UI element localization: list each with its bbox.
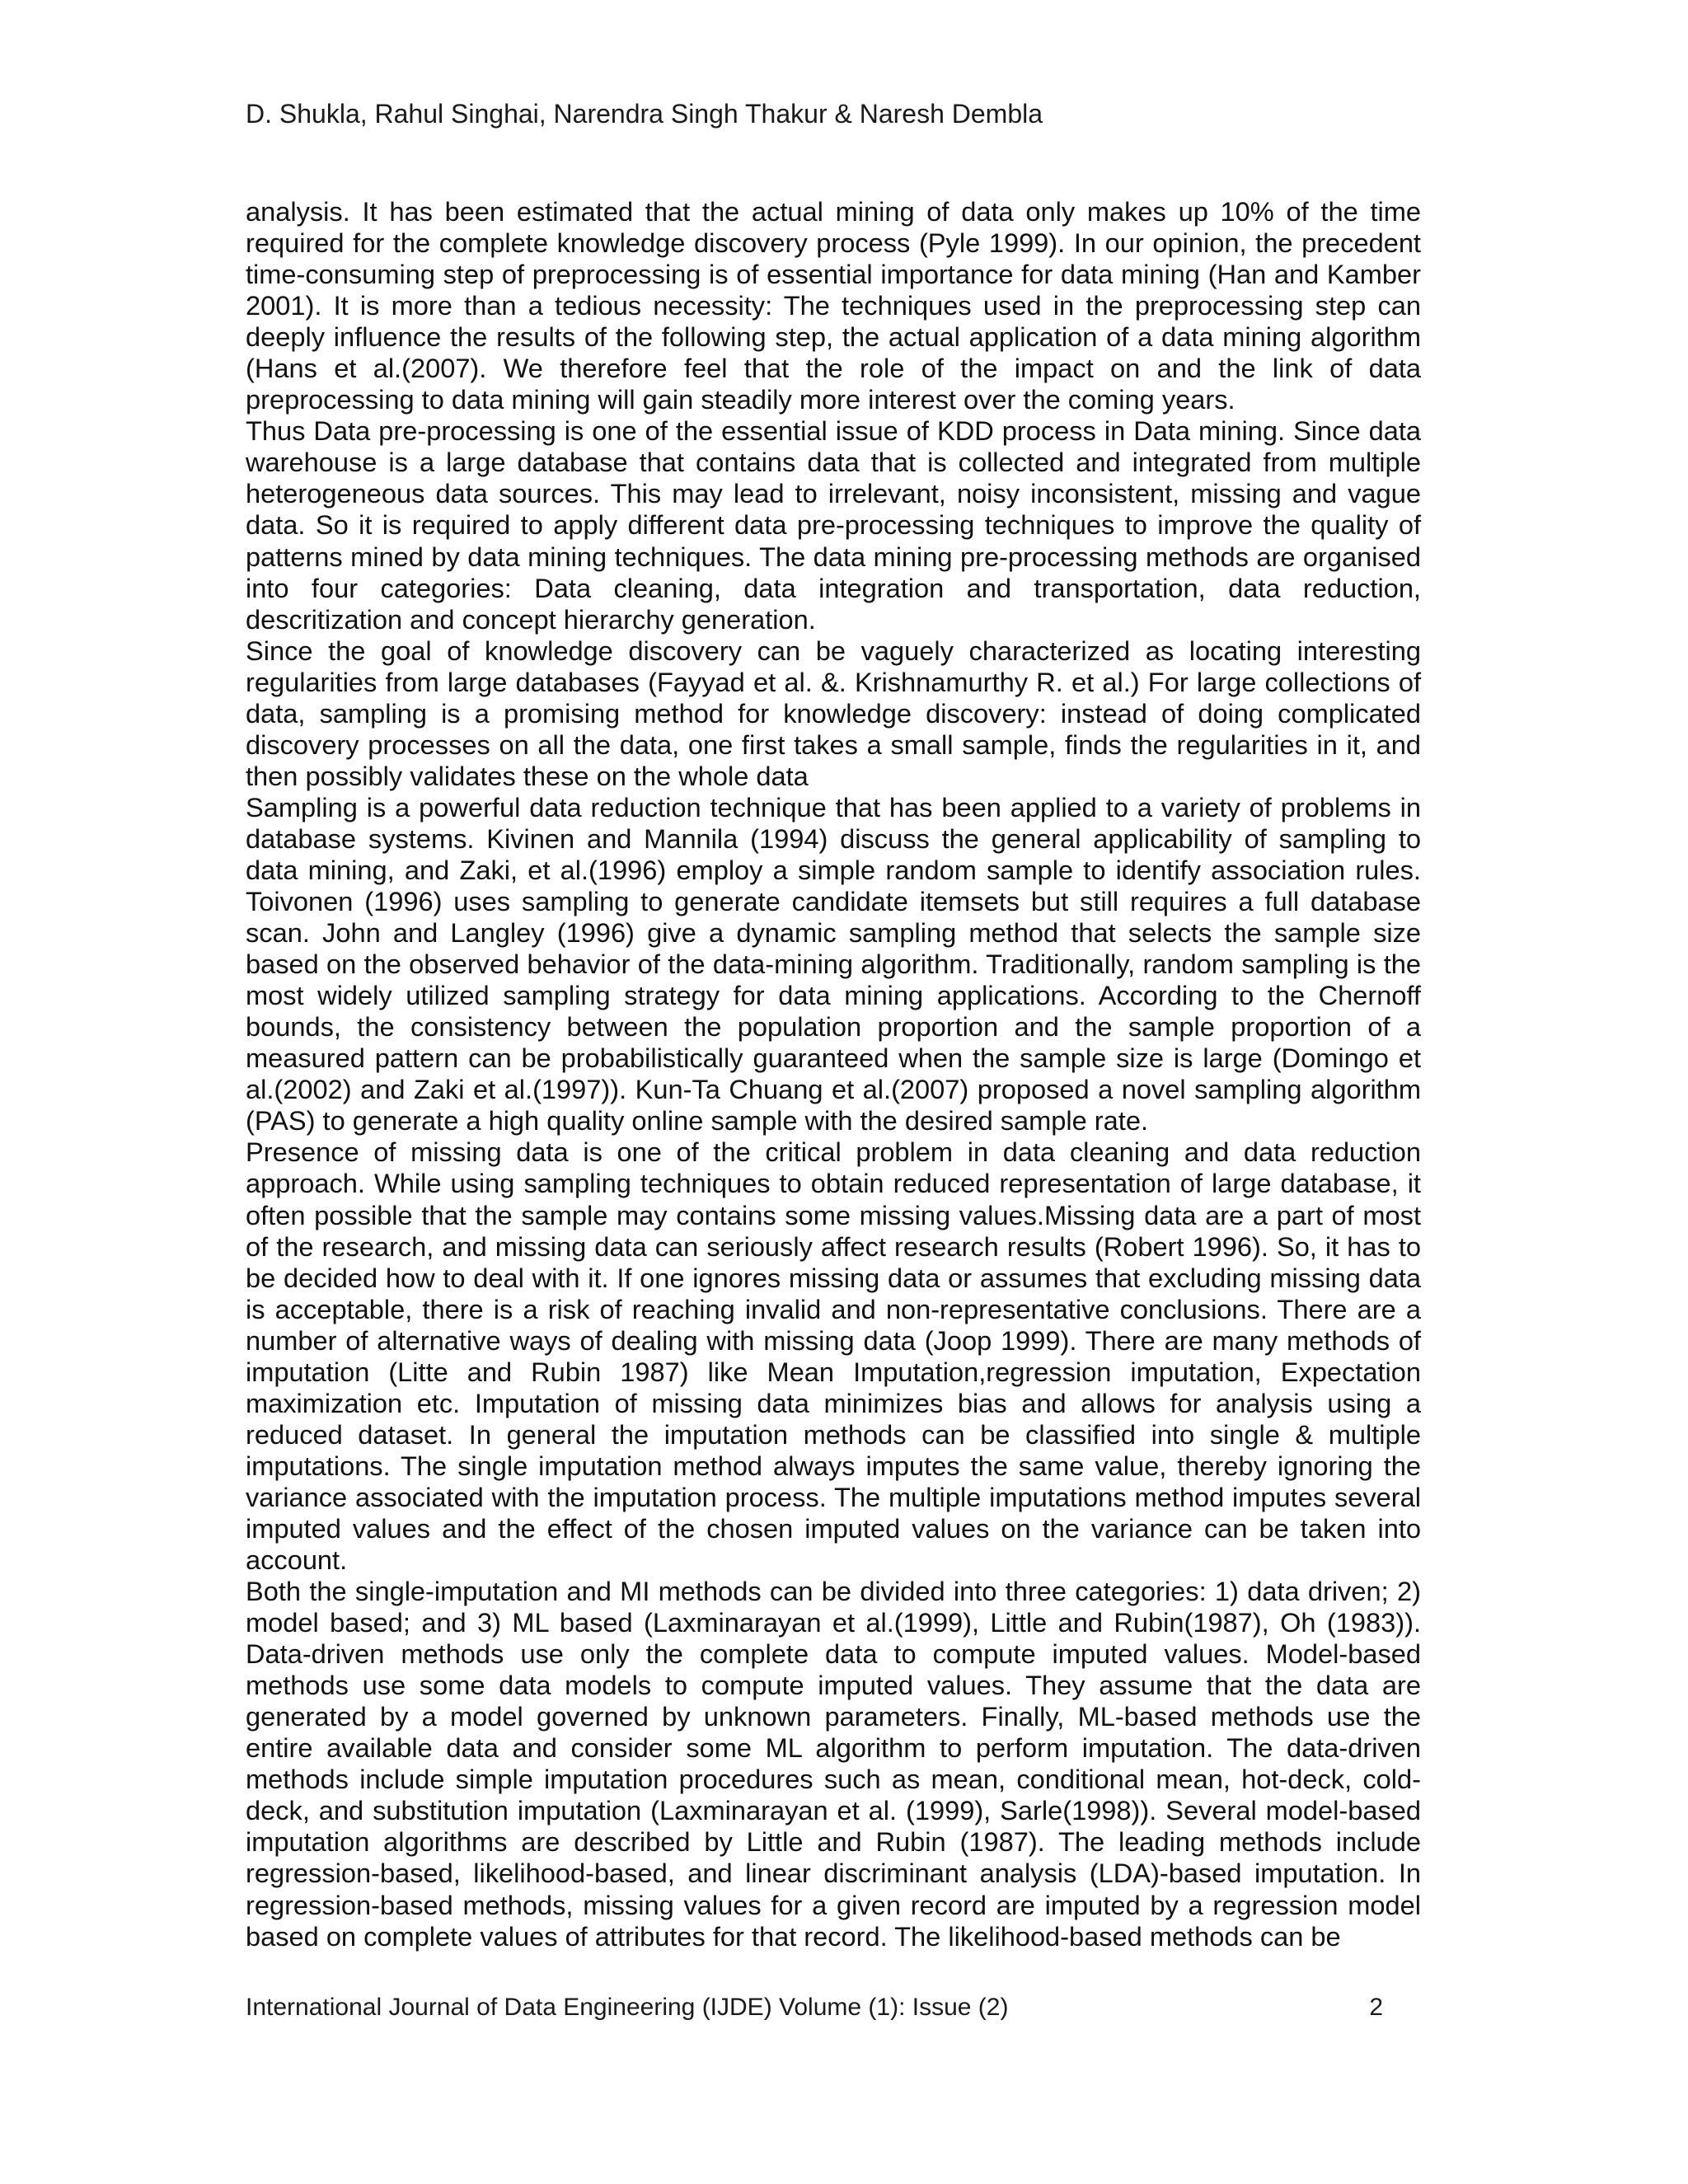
paragraph: analysis. It has been estimated that the actual mining of data only makes up 10% of the time required for the complete knowledge discovery process (Pyle 1999). In our opinion, the precedent time-consuming step of preprocessing is of essential importance for data mining (Han and Kamber 2001). It is more than a tedious necessity: The techniques used in the preprocessing step can deeply influence the results of the following step, the actual application of a data mining algorithm (Hans et al.(2007). We therefore feel that the role of the impact on and the link of data preprocessing to data mining will gain steadily more interest over the coming years. — [246, 196, 1421, 415]
paragraph: Sampling is a powerful data reduction technique that has been applied to a variety of problems in database systems. Kivinen and Mannila (1994) discuss the general applicability of sampling to data mining, and Zaki, et al.(1996) employ a simple random sample to identify association rules. Toivonen (1996) uses sampling to generate candidate itemsets but still requires a full database scan. John and Langley (1996) give a dynamic sampling method that selects the sample size based on the observed behavior of the data-mining algorithm. Traditionally, random sampling is the most widely utilized sampling strategy for data mining applications. According to the Chernoff bounds, the consistency between the population proportion and the sample proportion of a measured pattern can be probabilistically guaranteed when the sample size is large (Domingo et al.(2002) and Zaki et al.(1997)). Kun-Ta Chuang et al.(2007) proposed a novel sampling algorithm (PAS) to generate a high quality online sample with the desired sample rate. — [246, 791, 1421, 1137]
paragraph: Both the single-imputation and MI methods can be divided into three categories: 1) data driven; 2) model based; and 3) ML based (Laxminarayan et al.(1999), Little and Rubin(1987), Oh (1983)). Data-driven methods use only the complete data to compute imputed values. Model-based methods use some data models to compute imputed values. They assume that the data are generated by a model governed by unknown parameters. Finally, ML-based methods use the entire available data and consider some ML algorithm to perform imputation. The data-driven methods include simple imputation procedures such as mean, conditional mean, hot-deck, cold-deck, and substitution imputation (Laxminarayan et al. (1999), Sarle(1998)). Several model-based imputation algorithms are described by Little and Rubin (1987). The leading methods include regression-based, likelihood-based, and linear discriminant analysis (LDA)-based imputation. In regression-based methods, missing values for a given record are imputed by a regression model based on complete values of attributes for that record. The likelihood-based methods can be — [246, 1576, 1421, 1952]
paragraph: Thus Data pre-processing is one of the essential issue of KDD process in Data mining. Since data warehouse is a large database that contains data that is collected and integrated from multiple heterogeneous data sources. This may lead to irrelevant, noisy inconsistent, missing and vague data. So it is required to apply different data pre-processing techniques to improve the quality of patterns mined by data mining techniques. The data mining pre-processing methods are organised into four categories: Data cleaning, data integration and transportation, data reduction, descritization and concept hierarchy generation. — [246, 415, 1421, 635]
footer-journal-name: International Journal of Data Engineering (IJDE) Volume (1): Issue (2) — [246, 1994, 1009, 2021]
running-header-authors: D. Shukla, Rahul Singhai, Narendra Singh Thakur & Naresh Dembla — [246, 99, 1043, 129]
body-text — [246, 196, 1421, 1952]
page-number: 2 — [1369, 1994, 1383, 2021]
paragraph: Since the goal of knowledge discovery can be vaguely characterized as locating interesting regularities from large databases (Fayyad et al. &. Krishnamurthy R. et al.) For large collections of data, sampling is a promising method for knowledge discovery: instead of doing complicated discovery processes on all the data, one first takes a small sample, finds the regularities in it, and then possibly validates these on the whole data — [246, 635, 1421, 791]
paragraph: Presence of missing data is one of the critical problem in data cleaning and data reduction approach. While using sampling techniques to obtain reduced representation of large database, it often possible that the sample may contains some missing values.Missing data are a part of most of the research, and missing data can seriously affect research results (Robert 1996). So, it has to be decided how to deal with it. If one ignores missing data or assumes that excluding missing data is acceptable, there is a risk of reaching invalid and non-representative conclusions. There are a number of alternative ways of dealing with missing data (Joop 1999). There are many methods of imputation (Litte and Rubin 1987) like Mean Imputation,regression imputation, Expectation maximization etc. Imputation of missing data minimizes bias and allows for analysis using a reduced dataset. In general the imputation methods can be classified into single & multiple imputations. The single imputation method always imputes the same value, thereby ignoring the variance associated with the imputation process. The multiple imputations method imputes several imputed values and the effect of the chosen imputed values on the variance can be taken into account. — [246, 1137, 1421, 1576]
